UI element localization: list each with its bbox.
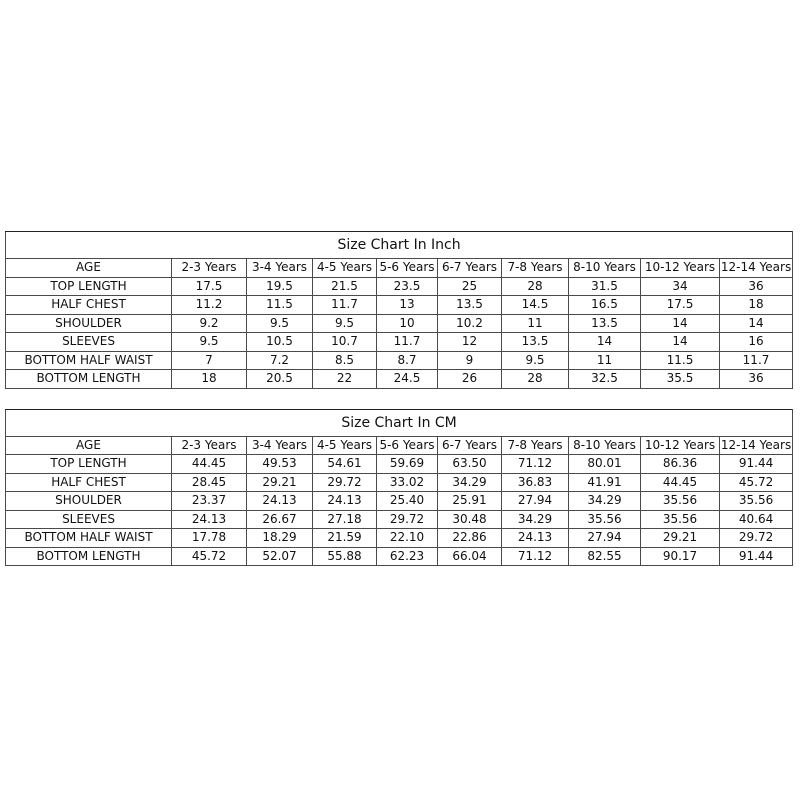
row-label-bottom-half-waist: BOTTOM HALF WAIST	[6, 351, 172, 370]
table-cell: 10.7	[313, 333, 377, 352]
table-cell: 17.5	[641, 296, 720, 315]
table-cell: 29.21	[247, 473, 313, 492]
table-cell: 30.48	[438, 510, 502, 529]
size-chart-table	[5, 231, 793, 566]
table-cell: 27.94	[569, 529, 641, 548]
table-cell: 25.91	[438, 492, 502, 511]
age-header-row	[6, 259, 793, 278]
table-cell: 71.12	[502, 547, 569, 566]
age-header-cell: 10-12 Years	[641, 259, 720, 278]
row-label-half-chest: HALF CHEST	[6, 296, 172, 315]
table-cell: 36.83	[502, 473, 569, 492]
table-cell: 17.78	[172, 529, 247, 548]
table-cell: 66.04	[438, 547, 502, 566]
table-row	[6, 333, 793, 352]
table-cell: 36	[720, 370, 793, 389]
table-cell: 35.56	[641, 510, 720, 529]
table-cell: 11.7	[377, 333, 438, 352]
age-header-cell: 5-6 Years	[377, 259, 438, 278]
table-cell: 24.13	[502, 529, 569, 548]
table-cell: 29.72	[377, 510, 438, 529]
row-label-sleeves: SLEEVES	[6, 333, 172, 352]
table-cell: 27.18	[313, 510, 377, 529]
table-cell: 28.45	[172, 473, 247, 492]
row-label-bottom-length: BOTTOM LENGTH	[6, 370, 172, 389]
table-cell: 18	[172, 370, 247, 389]
table-cell: 59.69	[377, 455, 438, 474]
table-cell: 11	[502, 314, 569, 333]
table-row	[6, 529, 793, 548]
table-cell: 11.2	[172, 296, 247, 315]
table-cell: 29.21	[641, 529, 720, 548]
table-row	[6, 314, 793, 333]
table-cell: 23.37	[172, 492, 247, 511]
table-cell: 17.5	[172, 277, 247, 296]
table-cell: 41.91	[569, 473, 641, 492]
age-header-cell: 2-3 Years	[172, 436, 247, 455]
age-header-cell: 8-10 Years	[569, 259, 641, 278]
table-row	[6, 277, 793, 296]
table-cell: 86.36	[641, 455, 720, 474]
table-cell: 29.72	[313, 473, 377, 492]
table-cell: 13	[377, 296, 438, 315]
age-header-cell: 6-7 Years	[438, 436, 502, 455]
table-cell: 22.10	[377, 529, 438, 548]
table-cell: 14	[720, 314, 793, 333]
table-cell: 16.5	[569, 296, 641, 315]
table-cell: 9	[438, 351, 502, 370]
age-header-cell: 3-4 Years	[247, 259, 313, 278]
age-header-cell: 12-14 Years	[720, 259, 793, 278]
table-cell: 62.23	[377, 547, 438, 566]
age-header-cell: 8-10 Years	[569, 436, 641, 455]
table-cell: 80.01	[569, 455, 641, 474]
age-header-row	[6, 436, 793, 455]
table-cell: 32.5	[569, 370, 641, 389]
table-cell: 11.7	[720, 351, 793, 370]
table-cell: 45.72	[720, 473, 793, 492]
row-label-sleeves: SLEEVES	[6, 510, 172, 529]
table-cell: 8.7	[377, 351, 438, 370]
age-header-cell: 10-12 Years	[641, 436, 720, 455]
table-cell: 82.55	[569, 547, 641, 566]
table-cell: 11.7	[313, 296, 377, 315]
size-chart-body	[6, 232, 793, 566]
table-cell: 25.40	[377, 492, 438, 511]
table-cell: 34	[641, 277, 720, 296]
table-row	[6, 510, 793, 529]
row-label-bottom-half-waist: BOTTOM HALF WAIST	[6, 529, 172, 548]
table-cell: 24.13	[313, 492, 377, 511]
row-label-shoulder: SHOULDER	[6, 314, 172, 333]
age-header-cell: 12-14 Years	[720, 436, 793, 455]
table-cell: 24.13	[247, 492, 313, 511]
table-title-row	[6, 409, 793, 436]
table-cell: 44.45	[172, 455, 247, 474]
table-title: Size Chart In Inch	[6, 232, 793, 259]
table-cell: 14	[569, 333, 641, 352]
table-cell: 90.17	[641, 547, 720, 566]
row-label-top-length: TOP LENGTH	[6, 455, 172, 474]
table-cell: 54.61	[313, 455, 377, 474]
table-cell: 9.2	[172, 314, 247, 333]
table-title-row	[6, 232, 793, 259]
table-cell: 9.5	[502, 351, 569, 370]
row-label-bottom-length: BOTTOM LENGTH	[6, 547, 172, 566]
table-row	[6, 370, 793, 389]
table-cell: 33.02	[377, 473, 438, 492]
table-gap	[6, 388, 793, 409]
table-cell: 28	[502, 370, 569, 389]
table-row	[6, 492, 793, 511]
table-cell: 10.2	[438, 314, 502, 333]
table-row	[6, 455, 793, 474]
table-cell: 7	[172, 351, 247, 370]
age-header-cell: 7-8 Years	[502, 259, 569, 278]
table-cell: 24.13	[172, 510, 247, 529]
age-header-cell: 3-4 Years	[247, 436, 313, 455]
table-cell: 18	[720, 296, 793, 315]
table-cell: 8.5	[313, 351, 377, 370]
table-cell: 24.5	[377, 370, 438, 389]
table-cell: 40.64	[720, 510, 793, 529]
table-cell: 71.12	[502, 455, 569, 474]
table-cell: 19.5	[247, 277, 313, 296]
table-cell: 35.5	[641, 370, 720, 389]
table-cell: 49.53	[247, 455, 313, 474]
table-cell: 45.72	[172, 547, 247, 566]
table-cell: 63.50	[438, 455, 502, 474]
row-label-top-length: TOP LENGTH	[6, 277, 172, 296]
age-header-cell: 5-6 Years	[377, 436, 438, 455]
table-cell: 12	[438, 333, 502, 352]
table-cell: 34.29	[502, 510, 569, 529]
table-cell: 23.5	[377, 277, 438, 296]
table-gap-cell	[6, 388, 793, 409]
table-cell: 52.07	[247, 547, 313, 566]
table-cell: 25	[438, 277, 502, 296]
table-cell: 55.88	[313, 547, 377, 566]
table-cell: 34.29	[438, 473, 502, 492]
row-label-shoulder: SHOULDER	[6, 492, 172, 511]
table-cell: 11.5	[641, 351, 720, 370]
table-cell: 31.5	[569, 277, 641, 296]
table-cell: 29.72	[720, 529, 793, 548]
table-row	[6, 296, 793, 315]
table-cell: 18.29	[247, 529, 313, 548]
table-row	[6, 547, 793, 566]
table-cell: 10	[377, 314, 438, 333]
table-cell: 34.29	[569, 492, 641, 511]
table-cell: 11	[569, 351, 641, 370]
age-header-label: AGE	[6, 259, 172, 278]
table-cell: 14	[641, 314, 720, 333]
table-cell: 7.2	[247, 351, 313, 370]
age-header-cell: 2-3 Years	[172, 259, 247, 278]
table-cell: 22.86	[438, 529, 502, 548]
age-header-cell: 4-5 Years	[313, 436, 377, 455]
table-title: Size Chart In CM	[6, 409, 793, 436]
table-cell: 13.5	[569, 314, 641, 333]
table-cell: 35.56	[720, 492, 793, 511]
table-cell: 91.44	[720, 455, 793, 474]
table-row	[6, 351, 793, 370]
row-label-half-chest: HALF CHEST	[6, 473, 172, 492]
table-cell: 26.67	[247, 510, 313, 529]
table-cell: 9.5	[172, 333, 247, 352]
table-cell: 11.5	[247, 296, 313, 315]
table-cell: 14	[641, 333, 720, 352]
age-header-cell: 6-7 Years	[438, 259, 502, 278]
age-header-cell: 4-5 Years	[313, 259, 377, 278]
table-cell: 21.5	[313, 277, 377, 296]
table-cell: 20.5	[247, 370, 313, 389]
age-header-label: AGE	[6, 436, 172, 455]
table-row	[6, 473, 793, 492]
table-cell: 27.94	[502, 492, 569, 511]
table-cell: 22	[313, 370, 377, 389]
table-cell: 16	[720, 333, 793, 352]
table-cell: 9.5	[313, 314, 377, 333]
table-cell: 36	[720, 277, 793, 296]
table-cell: 10.5	[247, 333, 313, 352]
table-cell: 35.56	[641, 492, 720, 511]
table-cell: 9.5	[247, 314, 313, 333]
table-cell: 91.44	[720, 547, 793, 566]
table-cell: 21.59	[313, 529, 377, 548]
table-cell: 13.5	[502, 333, 569, 352]
table-cell: 14.5	[502, 296, 569, 315]
table-cell: 35.56	[569, 510, 641, 529]
table-cell: 26	[438, 370, 502, 389]
table-cell: 28	[502, 277, 569, 296]
table-cell: 44.45	[641, 473, 720, 492]
age-header-cell: 7-8 Years	[502, 436, 569, 455]
size-chart-sheet	[5, 231, 792, 566]
table-cell: 13.5	[438, 296, 502, 315]
